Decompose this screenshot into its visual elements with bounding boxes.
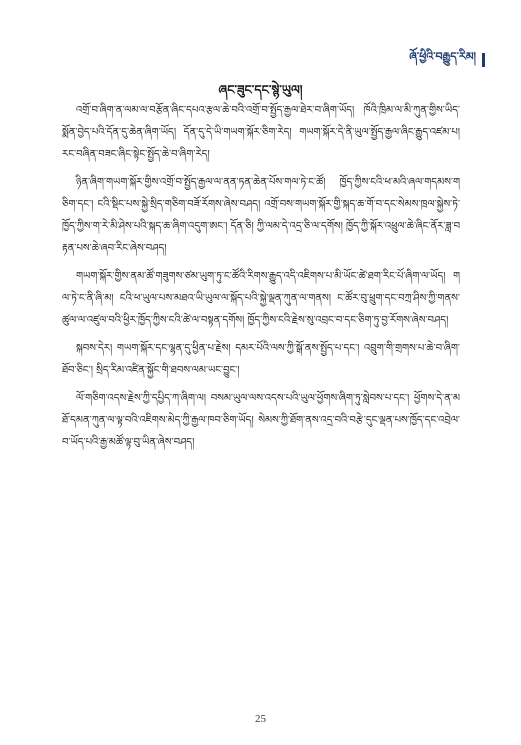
section-title: ཞང་ཟུང་དང་སྙེ་ཡུལ། (218, 82, 303, 97)
paragraph: ཉིན་ཞིག་གཡག་སྐོར་གྱིས་འགྲོ་བ་སྤྱོད་རྒྱལ་ལ་ནན་ཏན་ཆེན་པོས་གལ་ཏེ་ང་ཚོ། ཁྱོད་ཀྱིས་ངའི་ཕ་མའི་ཞལ་གདམས་གཅིག་དང་། ངའི་སྡིང་པས་སྐྱེ་སྲིད་གཅིག་བཟོ་རོགས་ཞེས་བཤད། འགྲོ་བས་གཡག་སྐོར་གྱི་སྐད་ཆ་གོ་བ་དང་སེམས་ཁྲལ་སྐྱེས་ཏེ་ཁྱོད་ཀྱིས་ག་རེ་མི་ཤེས་པའི་སྐད་ཆ་ཞིག་འདུག་ཨང་། དོན་ཅི། ཀྱི་ལམ་དེ་འདྲ་ཅི་ལ་དགོས། ཁྱོད་ཀྱི་སྐོར་འཕྲུལ་ཆེ་ཞིང་ནོར་ཟླ་བརྟན་པས་ཆེ་ཞབ་རིང་ཞེས་བཤད། (62, 177, 460, 254)
running-header (409, 44, 485, 75)
paragraph: འགྲོ་བ་ཞིག་ན་ལམ་ལ་བརྩོན་ཞིང་དཔའ་རྩལ་ཆེ་བའི་འགྲོ་བ་སྤྱོད་རྒྱལ་ཐེར་བ་ཞིག་ཡོད། ཁོའི་ཁྲིམ་ལ་མི་ཀུན་གྱིས་ཡིད་སྨོན་བྱེད་པའི་དོན་དུ་ཆེན་ཞིག་ཡོད། དོན་དུ་དེ་ཡི་གཡག་སྐོར་ཅིག་རེད། གཡག་སྐོར་དེ་ནི་ཡུལ་སྤྱོད་རྒྱལ་ཞིང་རྒྱུད་འཛམ་པ། རང་བཞིན་བཟང་ཞིང་སྟེང་སྤྱོད་ཆེ་བ་ཞིག་རེད། (62, 105, 460, 160)
page-number: 25 (255, 713, 266, 725)
paragraph: གཡག་སྐོར་གྱིས་ནམ་ཚོ་གཟུགས་ཙམ་ཡུག་ཏུ་ང་ཚོའི་རིགས་རྒྱུད་འདི་འཇིགས་པ་མི་ཡོང་ཚེ་ཐག་རིང་པོ་ཞིག་ལ་ཡོད། གལ་ཏེ་ང་ནི་ཞི་མ། ངའི་ཕ་ཡུལ་པས་མཐའ་ཡི་ཡུལ་ལ་སྐོད་པའི་སྐྱེ་ལྡན་ཀུན་ལ་གནས། ང་ཚོར་བུ་ཕྲུག་དང་བཀྲ་ཤིས་ཀྱི་གནས་ཚུལ་ལ་འཛུལ་བའི་ཕྱིར་ཁྱོད་ཀྱིས་ངའི་ཚེ་ལ་བསྟན་དགོས། ཁྱོད་ཀྱིས་ངའི་རྗེས་སུ་འབྲང་བ་དང་ཅིག་ཏུ་བྱ་རོགས་ཞེས་བཤད། (62, 271, 460, 326)
paragraph: སྐབས་དེར། གཡག་སྐོར་དང་ལྷན་དུ་ཕྱིན་པ་རྗེས། དམར་པོའི་ལས་ཀྱི་སྒོ་ནས་སྤྱོད་པ་དང་། འབྲུག་གི་གྲགས་པ་ཆེ་བ་ཞིག་ཐོབ་ཅིང་། སྲིད་རིམ་འཛིན་སྐྱོང་གི་ཐབས་ལམ་ཡང་བྱུང་། (62, 343, 460, 376)
header-rule-bar (482, 53, 485, 67)
body-text (62, 100, 460, 700)
running-header-title: ཞོ་ཕྱིའི་བརྒྱུད་རིམ། (409, 50, 476, 63)
paragraph: ལོ་གཅིག་འདས་རྗེས་ཀྱི་དཔྱིད་ཀ་ཞིག་ལ། བསམ་ཡུལ་ལས་འདས་པའི་ཡུལ་ཕྱོགས་ཞིག་ཏུ་སླེབས་པ་དང་། ཕྱོགས་དེ་ན་མཐོ་དམན་ཀུན་ལ་ལྟ་བའི་འཇིགས་མེད་ཀྱི་རྒྱལ་ཁབ་ཅིག་ཡོད། སེམས་ཀྱི་ཐོག་ནས་འདྲ་བའི་བརྩེ་དུང་ལྡན་པས་ཁྱོད་དང་འབྲེལ་བ་ཡོད་པའི་རྒྱ་མཚོ་ལྟ་བུ་ཡིན་ཞེས་བཤད། (62, 393, 460, 448)
